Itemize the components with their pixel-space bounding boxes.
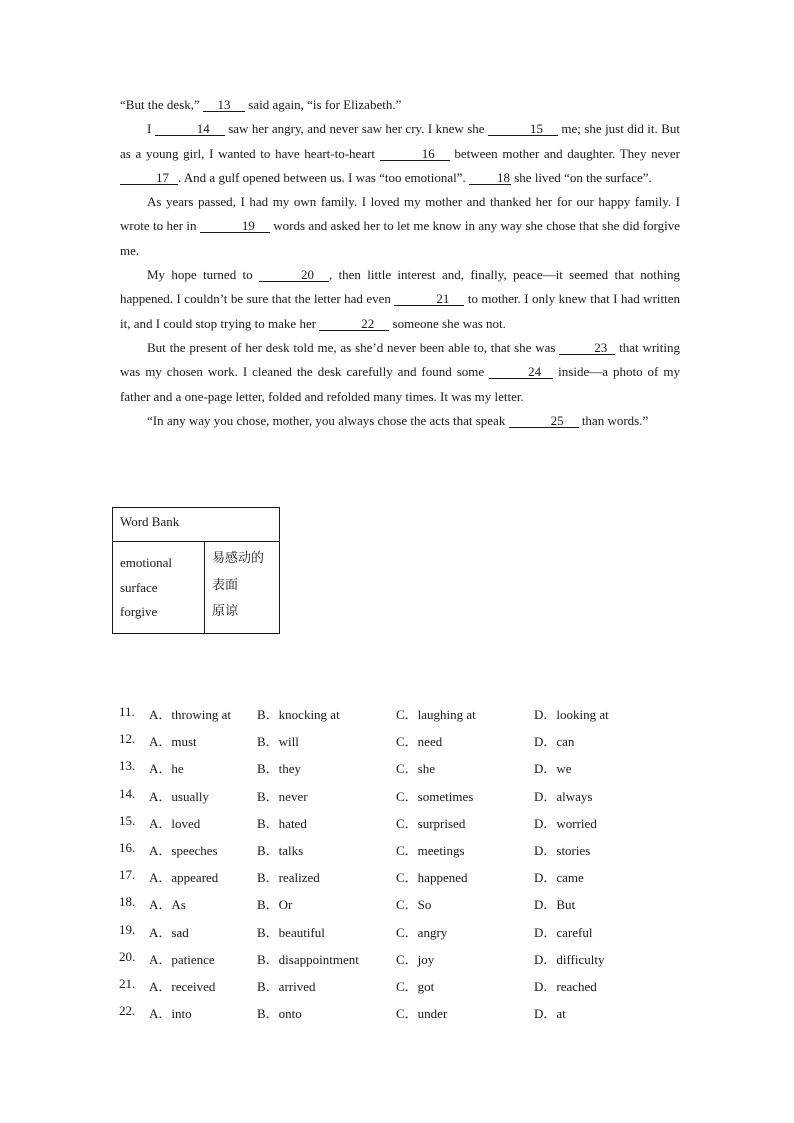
question-number: 22.	[119, 1003, 136, 1019]
question-number: 17.	[119, 867, 136, 883]
option-a: A．he	[149, 761, 184, 777]
passage-text: “But the desk,”	[120, 97, 204, 112]
passage-text: words and asked her to let me know in any way she chose that she did forgive me.	[120, 218, 681, 258]
option-b: B．Or	[257, 897, 293, 913]
option-d: D．came	[534, 870, 584, 886]
option-d: D．But	[534, 897, 576, 913]
question-row	[119, 976, 719, 1003]
passage-paragraph	[120, 117, 680, 190]
option-c: C．under	[396, 1006, 448, 1022]
word-bank-meaning: 表面	[212, 577, 239, 593]
blank-18: 18	[469, 171, 511, 185]
option-b: B．onto	[257, 1006, 302, 1022]
word-bank-word: forgive	[120, 604, 158, 619]
passage-text: me; she just did it. But as a young girl, I wanted to have heart-to-heart	[120, 121, 680, 161]
question-row	[119, 786, 719, 813]
option-d: D．difficulty	[534, 951, 605, 967]
option-a: A．appeared	[149, 870, 219, 886]
question-number: 18.	[119, 894, 136, 910]
question-number: 14.	[119, 785, 136, 801]
option-b: B．knocking at	[257, 707, 340, 722]
blank-21: 21	[394, 292, 464, 306]
blank-20: 20	[259, 268, 329, 282]
passage-text: . And a gulf opened between us. I was “too emotional”.	[178, 169, 469, 185]
option-c: C．got	[396, 978, 435, 994]
word-bank-table	[112, 507, 280, 634]
passage-paragraph	[120, 190, 680, 263]
option-a: A．speeches	[149, 842, 218, 858]
option-b: B．disappointment	[257, 951, 359, 967]
question-row	[119, 894, 719, 921]
option-d: D．always	[534, 788, 593, 804]
word-bank-english-column	[113, 542, 205, 633]
option-c: C．angry	[396, 924, 448, 940]
passage-text: than words.”	[578, 412, 649, 428]
blank-14: 14	[155, 122, 225, 136]
option-d: D．careful	[534, 924, 593, 940]
word-bank-meaning: 原谅	[212, 604, 239, 619]
passage-text: “In any way you chose, mother, you always chose the acts that speak	[147, 412, 509, 428]
option-c: C．So	[396, 897, 432, 913]
option-b: B．arrived	[257, 978, 316, 994]
blank-16: 16	[380, 147, 450, 161]
question-row	[119, 704, 719, 731]
passage-paragraph	[120, 263, 680, 336]
option-c: C．sometimes	[396, 788, 474, 804]
option-d: D．we	[534, 761, 572, 777]
question-row	[119, 758, 719, 785]
passage-text: between mother and daughter. They never	[449, 145, 680, 161]
question-number: 21.	[119, 975, 136, 991]
blank-24: 24	[489, 365, 553, 379]
blank-22: 22	[319, 317, 389, 331]
option-c: C．she	[396, 761, 436, 777]
option-b: B．they	[257, 761, 302, 777]
option-b: B．talks	[257, 842, 304, 858]
option-a: A．As	[149, 897, 186, 913]
option-c: C．surprised	[396, 815, 466, 831]
question-row	[119, 949, 719, 976]
option-a: A．throwing at	[149, 707, 231, 722]
option-b: B．realized	[257, 870, 320, 886]
question-number: 20.	[119, 948, 136, 964]
option-c: C．joy	[396, 951, 435, 967]
option-d: D．worried	[534, 815, 597, 831]
passage-text: she lived “on the surface”.	[510, 169, 652, 185]
option-c: C．meetings	[396, 842, 465, 858]
passage-paragraph	[120, 336, 680, 409]
option-a: A．usually	[149, 788, 209, 804]
option-c: C．laughing at	[396, 707, 476, 722]
passage-text: inside—a photo of my father and a one-page letter, folded and refolded many times. It was my letter.	[120, 364, 680, 404]
question-number: 16.	[119, 839, 136, 855]
question-row	[119, 922, 719, 949]
option-c: C．need	[396, 734, 443, 750]
option-d: D．reached	[534, 978, 597, 994]
option-b: B．never	[257, 788, 308, 804]
question-row	[119, 867, 719, 894]
word-bank-word: surface	[120, 579, 158, 595]
option-a: A．loved	[149, 815, 201, 831]
question-number: 19.	[119, 921, 136, 937]
blank-19: 19	[200, 219, 270, 233]
passage-text: My hope turned to	[147, 267, 259, 283]
blank-13: 13	[203, 98, 245, 112]
option-a: A．patience	[149, 951, 215, 967]
question-number: 12.	[119, 731, 136, 747]
passage-text: As years passed, I had my own family. I loved my mother and thanked her for our happy family. I wrote to her in	[120, 194, 680, 234]
passage-text: But the present of her desk told me, as she’d never been able to, that she was	[147, 339, 560, 355]
question-number: 13.	[119, 758, 136, 774]
option-b: B．will	[257, 734, 299, 750]
blank-25: 25	[509, 414, 579, 428]
option-a: A．into	[149, 1006, 192, 1022]
cloze-passage	[120, 93, 680, 433]
blank-17: 17	[120, 171, 178, 185]
word-bank-chinese-column	[205, 542, 279, 633]
word-bank-word: emotional	[120, 555, 172, 570]
question-row	[119, 840, 719, 867]
question-number: 15.	[119, 812, 136, 828]
passage-text: I	[147, 121, 155, 137]
passage-paragraph	[120, 93, 680, 117]
question-row	[119, 731, 719, 758]
word-bank-meaning: 易感动的	[212, 551, 265, 566]
passage-text: saw her angry, and never saw her cry. I knew she	[224, 121, 488, 137]
passage-text: to mother. I only knew that I had written it, and I could stop trying to make her	[120, 291, 681, 331]
question-row	[119, 1003, 719, 1030]
option-a: A．sad	[149, 924, 189, 940]
option-c: C．happened	[396, 870, 468, 886]
option-d: D．looking at	[534, 707, 609, 722]
passage-text: said again, “is for Elizabeth.”	[245, 97, 402, 112]
option-d: D．at	[534, 1006, 566, 1022]
option-a: A．received	[149, 978, 216, 994]
passage-text: , then little interest and, finally, peace—it seemed that nothing happened. I couldn’t be sure that the letter had even	[120, 267, 680, 307]
question-row	[119, 813, 719, 840]
option-d: D．can	[534, 734, 575, 750]
multiple-choice-questions	[119, 704, 719, 1030]
word-bank-title: Word Bank	[113, 508, 279, 542]
blank-15: 15	[488, 122, 558, 136]
option-b: B．beautiful	[257, 924, 325, 940]
passage-paragraph	[120, 409, 680, 433]
question-number: 11.	[119, 704, 135, 719]
passage-text: someone she was not.	[389, 315, 506, 331]
option-b: B．hated	[257, 815, 307, 831]
passage-text: that writing was my chosen work. I cleaned the desk carefully and found some	[120, 339, 680, 380]
blank-23: 23	[559, 341, 615, 355]
option-d: D．stories	[534, 842, 591, 858]
option-a: A．must	[149, 734, 197, 750]
